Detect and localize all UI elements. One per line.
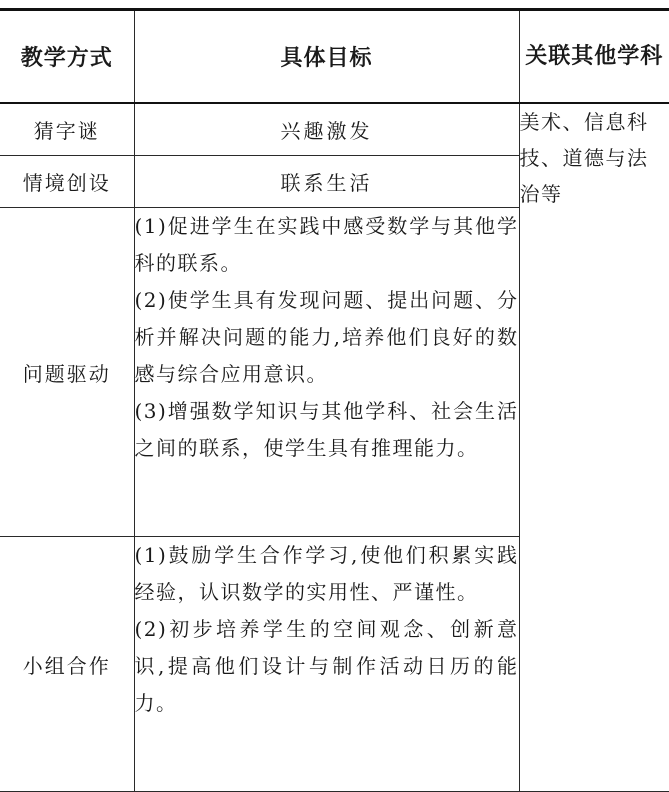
header-related: 关联其他学科 [519, 10, 669, 104]
goal-cell: 兴趣激发 [134, 103, 519, 156]
goal-item: (1)鼓励学生合作学习,使他们积累实践经验，认识数学的实用性、严谨性。 [134, 543, 519, 604]
method-cell: 猜字谜 [0, 103, 134, 156]
related-subjects-cell [519, 103, 669, 792]
goal-cell [134, 208, 519, 537]
table-row [0, 103, 669, 156]
method-cell: 问题驱动 [0, 208, 134, 537]
goal-cell: 联系生活 [134, 156, 519, 208]
method-cell: 小组合作 [0, 537, 134, 792]
header-method: 教学方式 [0, 10, 134, 104]
goal-item: (3)增强数学知识与其他学科、社会生活之间的联系，使学生具有推理能力。 [134, 399, 519, 460]
goal-cell [134, 537, 519, 792]
teaching-plan-table [0, 8, 669, 792]
goal-item: (2)使学生具有发现问题、提出问题、分析并解决问题的能力,培养他们良好的数感与综合应用意识。 [134, 288, 519, 386]
goal-item: (1)促进学生在实践中感受数学与其他学科的联系。 [134, 214, 519, 275]
method-cell: 情境创设 [0, 156, 134, 208]
related-subjects-text: 美术、信息科技、道德与法治等 [519, 110, 649, 206]
header-goal: 具体目标 [134, 10, 519, 104]
table-header-row [0, 10, 669, 104]
goal-item: (2)初步培养学生的空间观念、创新意识,提高他们设计与制作活动日历的能力。 [134, 617, 519, 715]
